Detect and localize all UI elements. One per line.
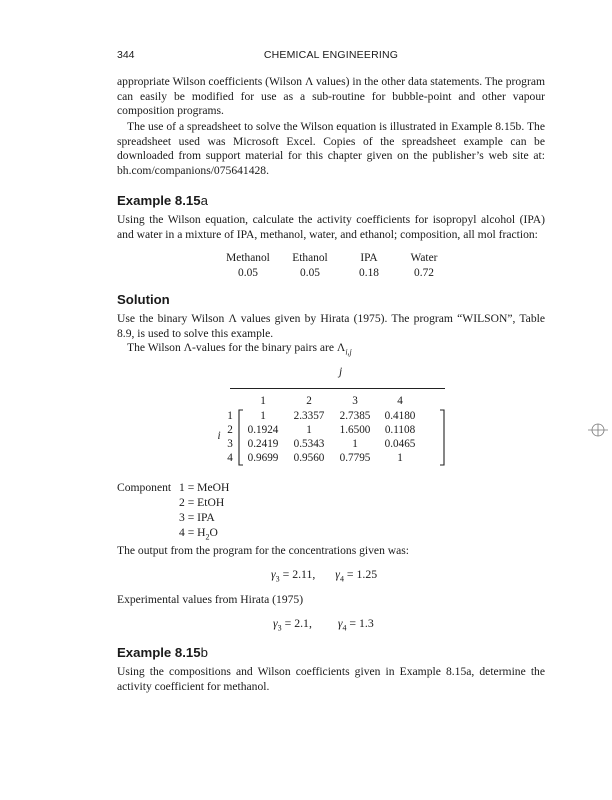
solution-heading: Solution (117, 292, 170, 307)
output-text: The output from the program for the concentrations given was: (117, 544, 410, 557)
matrix-top-rule (230, 388, 445, 389)
matrix-col-header: 3 (352, 395, 358, 407)
matrix-cell: 2.7385 (339, 410, 371, 422)
matrix-row-label: i (217, 430, 221, 442)
matrix-row-header: 2 (227, 424, 233, 436)
matrix-cell: 1 (397, 452, 403, 464)
matrix-cell: 0.1108 (384, 424, 416, 436)
experimental-text: Experimental values from Hirata (1975) (117, 593, 304, 606)
component-lead: Component (117, 481, 172, 494)
matrix-cell: 1 (260, 410, 266, 422)
example-a-body: Using the Wilson equation, calculate the activity coefficients for isopropyl alcohol (IPA) and water in a mixture of IPA, methanol, water, and ethanol; composition, all mol fraction: (117, 213, 545, 241)
solution-paragraph-1: Use the binary Wilson Λ values given by Hirata (1975). The program “WILSON”, Table 8.9, is used to solve this example. (117, 312, 545, 340)
output-equation: $\gamma_3 = 2.11$, $\gamma_4 = 1.25$ (271, 567, 378, 584)
intro-paragraph-1: appropriate Wilson coefficients (Wilson Λ values) in the other data statements. The program can easily be modified for use as a sub-routine for bubble-point and other vapour composition programs. (117, 75, 545, 118)
component-item: $4 = H_2O$ (179, 526, 218, 542)
matrix-col-header: 1 (260, 395, 266, 407)
solution-paragraph-2: The Wilson Λ-values for the binary pairs are $\Lambda_{i,j}$ (127, 341, 352, 357)
page-number: 344 (117, 49, 135, 61)
composition-value-water: 0.72 (414, 267, 434, 279)
matrix-col-header: 4 (397, 395, 403, 407)
composition-value-ethanol: 0.05 (300, 267, 320, 279)
matrix-cell: 0.9699 (247, 452, 279, 464)
running-title: CHEMICAL ENGINEERING (263, 49, 399, 61)
component-item: 3 = IPA (179, 511, 215, 524)
matrix-cell: 0.0465 (384, 438, 416, 450)
component-list (117, 481, 317, 541)
matrix-cell: 0.1924 (247, 424, 279, 436)
component-item: 1 = MeOH (179, 481, 230, 494)
matrix-cell: 1.6500 (339, 424, 371, 436)
matrix-row-header: 1 (227, 410, 233, 422)
matrix-row-header: 3 (227, 438, 233, 450)
matrix-cell: 0.5343 (293, 438, 325, 450)
matrix-cell: 0.9560 (293, 452, 325, 464)
composition-header-water: Water (410, 252, 438, 264)
matrix-cell: 0.7795 (339, 452, 371, 464)
matrix-col-header: 2 (306, 395, 312, 407)
composition-header-methanol: Methanol (226, 252, 270, 264)
matrix-row-header: 4 (227, 452, 233, 464)
wilson-matrix (205, 366, 445, 476)
matrix-cell: 0.2419 (247, 438, 279, 450)
matrix-cell: 0.4180 (384, 410, 416, 422)
component-item: 2 = EtOH (179, 496, 225, 509)
intro-paragraph-2: The use of a spreadsheet to solve the Wilson equation is illustrated in Example 8.15b. The spreadsheet used was Microsoft Excel. Copies of the spreadsheet example can be downloaded from support material for this chapter given on the publisher’s web site at: bh.com/companions/075641428. (117, 120, 545, 177)
example-a-heading: Example 8.15a (117, 193, 208, 208)
matrix-cell: 1 (306, 424, 312, 436)
example-b-heading: Example 8.15b (117, 645, 208, 660)
page-header (117, 49, 545, 67)
composition-value-ipa: 0.18 (359, 267, 379, 279)
matrix-col-label: j (339, 366, 343, 378)
composition-header-ipa: IPA (360, 252, 378, 264)
composition-value-methanol: 0.05 (238, 267, 258, 279)
example-b-body: Using the compositions and Wilson coefficients given in Example 8.15a, determine the activity coefficient for methanol. (117, 665, 545, 693)
composition-header-ethanol: Ethanol (292, 252, 328, 264)
matrix-cell: 2.3357 (293, 410, 325, 422)
composition-table (217, 252, 457, 284)
experimental-equation: $\gamma_3 = 2.1$, $\gamma_4 = 1.3$ (273, 616, 374, 633)
crosshair-icon (588, 420, 608, 440)
matrix-cell: 1 (352, 438, 358, 450)
